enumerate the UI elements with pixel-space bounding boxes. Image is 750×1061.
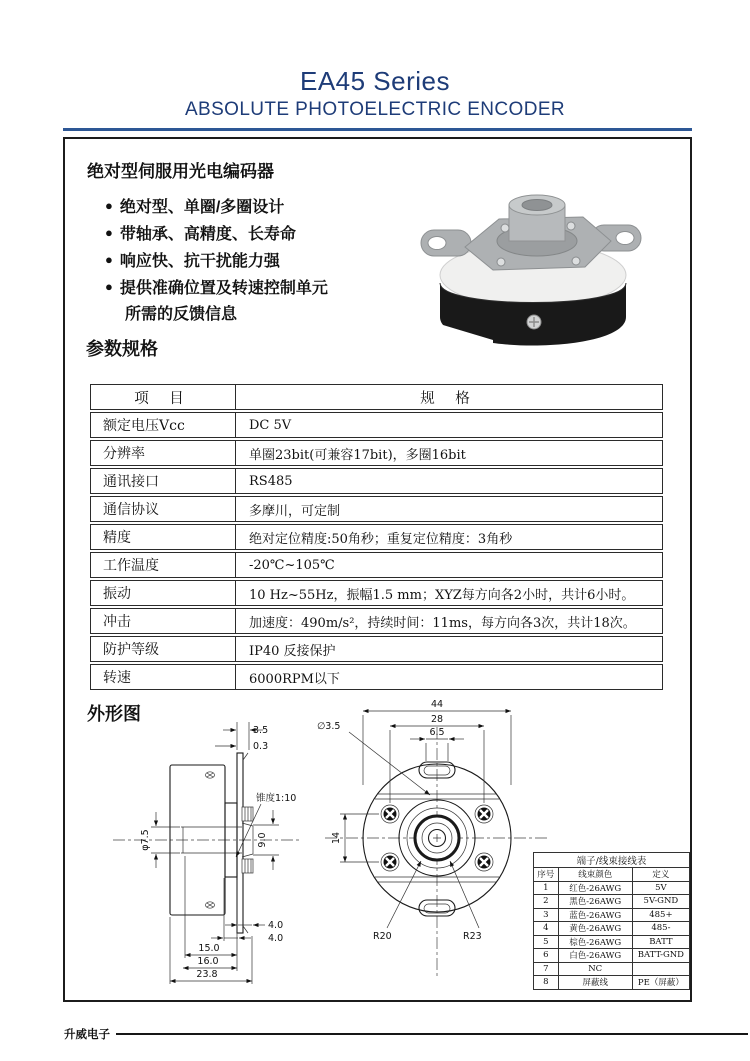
wiring-no: 6 [534, 949, 559, 963]
spec-item: 额定电压Vcc [91, 413, 236, 437]
spec-value: RS485 [249, 473, 293, 489]
dim-dia-7-5: φ7.5 [140, 829, 151, 851]
spec-item: 防护等级 [91, 637, 236, 661]
spec-row [90, 440, 663, 466]
feature-text: 响应快、抗干扰能力强 [119, 253, 280, 270]
wiring-def: BATT [632, 935, 689, 949]
wiring-color: 棕色-26AWG [558, 935, 632, 949]
bullet-icon: ● [105, 252, 113, 267]
feature-item [105, 273, 328, 300]
feature-item [105, 246, 328, 273]
wiring-title: 端子/线束接线表 [534, 853, 690, 868]
spec-value: DC 5V [249, 417, 292, 433]
footer-company: 升威电子 [64, 1029, 110, 1041]
spec-item: 通讯接口 [91, 469, 236, 493]
wiring-row [534, 949, 690, 963]
dim-4-0-b: 4.0 [268, 933, 284, 944]
dim-23-8: 23.8 [196, 969, 218, 980]
wiring-color: 屏蔽线 [558, 976, 632, 990]
wiring-color: 蓝色-26AWG [558, 908, 632, 922]
spec-row [90, 608, 663, 634]
specs-heading: 参数规格 [86, 339, 158, 359]
spec-row [90, 496, 663, 522]
bullet-icon: ● [105, 225, 113, 240]
spec-header-row [90, 384, 663, 410]
dim-r23: R23 [463, 931, 482, 942]
wiring-no: 5 [534, 935, 559, 949]
spec-item: 转速 [91, 665, 236, 689]
spec-value: 绝对定位精度:50角秒；重复定位精度：3角秒 [249, 531, 513, 547]
wiring-def: 5V-GND [632, 895, 689, 909]
wiring-def: 485- [632, 922, 689, 936]
spec-row [90, 552, 663, 578]
dim-15-0: 15.0 [198, 943, 220, 954]
spec-row [90, 524, 663, 550]
wiring-no: 8 [534, 976, 559, 990]
spec-table [90, 384, 663, 692]
spec-row [90, 580, 663, 606]
dim-4-0-a: 4.0 [268, 920, 284, 931]
spec-value: 单圈23bit(可兼容17bit)，多圈16bit [249, 447, 466, 463]
spec-item: 工作温度 [91, 553, 236, 577]
footer-rule [116, 1033, 748, 1035]
wiring-col-no: 序号 [534, 868, 559, 882]
wiring-def: 485+ [632, 908, 689, 922]
dim-bolt-span-28: 28 [430, 714, 444, 725]
wiring-color: 白色-26AWG [558, 949, 632, 963]
wiring-table [533, 852, 690, 990]
spec-row [90, 636, 663, 662]
wiring-row [534, 976, 690, 990]
spec-value: 多摩川，可定制 [249, 503, 341, 519]
dim-width-44: 44 [430, 699, 444, 710]
spec-item: 分辨率 [91, 441, 236, 465]
spec-col-item: 项 目 [91, 385, 236, 409]
dim-r20: R20 [373, 931, 392, 942]
spec-value: -20℃~105℃ [249, 557, 335, 573]
feature-item [105, 192, 328, 219]
spec-row [90, 412, 663, 438]
wiring-row [534, 922, 690, 936]
wiring-row [534, 962, 690, 976]
wiring-def: BATT-GND [632, 949, 689, 963]
spec-item: 振动 [91, 581, 236, 605]
side-view-drawing [95, 700, 305, 995]
front-view-drawing [315, 695, 555, 995]
spec-item: 通信协议 [91, 497, 236, 521]
feature-text: 带轴承、高精度、长寿命 [119, 226, 296, 243]
spec-value: 10 Hz~55Hz，振幅1.5 mm；XYZ每方向各2小时，共计6小时。 [249, 587, 635, 603]
spec-value: 加速度：490m/s²，持续时间：11ms，每方向各3次，共计18次。 [249, 615, 636, 631]
dim-shaft-9: 9.0 [257, 832, 268, 848]
wiring-row [534, 935, 690, 949]
feature-item [105, 219, 328, 246]
header-rule [63, 128, 692, 131]
wiring-def: 5V [632, 881, 689, 895]
wiring-no: 1 [534, 881, 559, 895]
dim-hole-3-5: ∅3.5 [317, 721, 341, 732]
spec-value: IP40 反接保护 [249, 643, 336, 659]
content-frame [63, 137, 692, 1002]
dim-slot-6-5: 6.5 [429, 727, 445, 738]
wiring-row [534, 908, 690, 922]
spec-item: 冲击 [91, 609, 236, 633]
bullet-icon: ● [105, 198, 113, 213]
intro-heading: 绝对型伺服用光电编码器 [87, 162, 274, 181]
wiring-color: 黄色-26AWG [558, 922, 632, 936]
dim-top-3-5: 3.5 [253, 725, 269, 736]
wiring-no: 2 [534, 895, 559, 909]
wiring-color: 黑色-26AWG [558, 895, 632, 909]
wiring-title-row [534, 853, 690, 868]
wiring-color: NC [558, 962, 632, 976]
wiring-header-row [534, 868, 690, 882]
outline-heading: 外形图 [87, 704, 141, 724]
wiring-def: PE（屏蔽） [632, 976, 689, 990]
spec-item: 精度 [91, 525, 236, 549]
page-title: EA45 Series [299, 66, 451, 96]
taper-label: 锥度1:10 [256, 793, 297, 804]
product-photo-encoder [413, 183, 648, 353]
wiring-col-def: 定义 [632, 868, 689, 882]
wiring-col-color: 线束颜色 [558, 868, 632, 882]
feature-list [105, 192, 328, 324]
feature-text-continued: 所需的反馈信息 [125, 305, 238, 323]
feature-text: 提供准确位置及转速控制单元 [119, 280, 328, 297]
wiring-no: 7 [534, 962, 559, 976]
wiring-no: 3 [534, 908, 559, 922]
dim-16-0: 16.0 [197, 956, 219, 967]
spec-col-spec: 规 格 [420, 390, 478, 407]
page-subtitle: ABSOLUTE PHOTOELECTRIC ENCODER [184, 99, 566, 120]
wiring-no: 4 [534, 922, 559, 936]
wiring-color: 红色-26AWG [558, 881, 632, 895]
bullet-icon: ● [105, 279, 113, 294]
wiring-row [534, 895, 690, 909]
dim-vspan-14: 14 [331, 831, 342, 845]
dim-top-0-3: 0.3 [253, 741, 269, 752]
feature-text: 绝对型、单圈/多圈设计 [119, 199, 285, 216]
spec-row [90, 664, 663, 690]
spec-value: 6000RPM以下 [249, 671, 340, 687]
wiring-row [534, 881, 690, 895]
wiring-def [632, 962, 689, 976]
spec-row [90, 468, 663, 494]
